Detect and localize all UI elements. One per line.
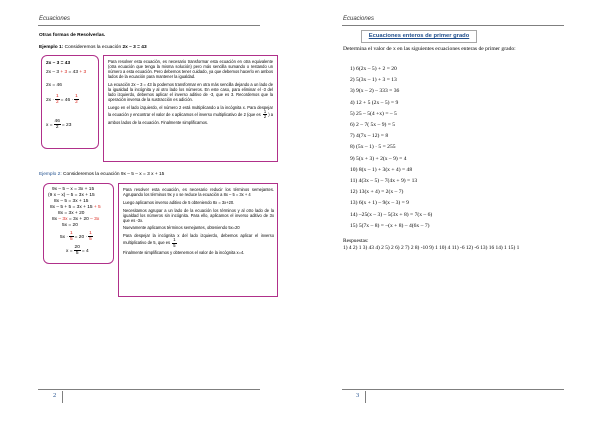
- example1-heading: [39, 45, 147, 50]
- ex2-step: 9x – 5 – x = 3x + 15: [52, 187, 95, 192]
- example1-label: Ejemplo 1:: [39, 45, 64, 50]
- explanation-paragraph: Para resolver esta ecuación, es necesario transformar esta ecuación en otra equivalente (otra ecuación que tenga la misma solución) pero más sencilla sumando o restando un número a esta ecuación. Pero debemos tener cuidado, ya que debemos hacerlo en ambos lados de la ecuación para mantener la igualdad.: [108, 59, 273, 80]
- example2-solution-box: [43, 183, 114, 264]
- page-number: 3: [356, 392, 360, 399]
- exercise-intro: Determina el valor de x en las siguientes ecuaciones enteras de primer grado:: [343, 46, 516, 52]
- explanation-paragraph: Necesitamos agrupar a un lado de la ecuación los términos y al otro lado de la igualdad los números sin incógnita. Para ello, aplicamos el inverso aditivo de 3x que es -3x.: [123, 207, 274, 223]
- exercise-item: 15) 5(7x – 8) = –(x + 8) – 4(6x – 7): [350, 222, 430, 229]
- section-title: Otras formas de Resolverlas.: [39, 33, 106, 38]
- answers-text: 1) 4 2) 1 3) 43 4) 2 5) 2 6) 2 7) 2 8) -10 9) 1 10) 4 11) -6 12) -6 13) 16 14) 1 15) 1: [343, 245, 520, 252]
- explanation-paragraph: Para resolver esta ecuación, es necesario reducir los términos semejantes. Agrupando los términos 9x y x se reduce la ecuación a 8x – 5 = 3x + 4: [123, 187, 274, 198]
- fraction: $\frac{1}{2}$: [56, 94, 59, 106]
- page-number: 2: [53, 392, 57, 399]
- exercise-item: 3) 9(x – 2) – 333 = 36: [350, 88, 400, 95]
- example2-statement: Consideremos la ecuación 9x – 5 – x = 3 x + 15: [63, 172, 165, 177]
- explanation-paragraph: Luego aplicamos inverso aditivo de 5 obteniendo 8x = 3x+20.: [123, 199, 235, 205]
- example1-explanation: [108, 59, 273, 127]
- fraction: $\frac{1}{2}$: [75, 94, 78, 106]
- ex1-step1: 2x – 3 = 43: [46, 61, 71, 66]
- fraction: $\frac{1}{5}$: [173, 237, 176, 248]
- explanation-paragraph: Para despejar la incógnita x del lado izquierdo, debemos aplicar el inverso multiplicativo de 5, que es $\frac{1}{5}$: [123, 233, 274, 248]
- exercise-item: 13) 6(x + 1) – 9(x – 3) = 9: [350, 200, 409, 207]
- example2-explanation: [123, 187, 274, 258]
- ex2-step: 5x = 20: [62, 223, 78, 228]
- fraction: $\frac{1}{5}$: [89, 231, 92, 243]
- exercise-item: 4) 12 + 5 (2x – 5) = 9: [350, 99, 399, 106]
- explanation-paragraph: Nuevamente aplicamos términos semejantes, obteniendo 5x=20: [123, 225, 240, 231]
- ex2-step: 8x – 5 = 3x + 15: [54, 199, 89, 204]
- exercise-title: Ecuaciones enteros de primer grado: [361, 30, 477, 43]
- ex1-step3: 2x = 46: [46, 83, 62, 88]
- exercise-item: 11) 4(3x – 5) – 7(4x + 9) = 13: [350, 178, 418, 185]
- fraction: $\frac{46}{2}$: [54, 119, 60, 131]
- answers-block: [343, 238, 563, 253]
- explanation-paragraph: Luego en el lado izquierdo, el número 2 está multiplicando a la incógnita x. Para despejar la ecuación y encontrar el valor de x aplicamos el inverso multiplicativo de 2 (que es $\frac{1}{2}$ ) a ambos lados de la ecuación. Finalmente simplificamos.: [108, 105, 273, 125]
- exercise-item: 5) 25 – 5(4 +x) = – 5: [350, 110, 397, 117]
- page-header: Ecuaciones: [343, 16, 375, 22]
- right-page: [300, 0, 600, 424]
- ex1-step4: 2x · $\frac{1}{2}$ = 46 · $\frac{1}{2}$: [46, 94, 78, 106]
- ex2-step: (9 x – x) – 5 = 3x + 15: [48, 193, 95, 198]
- ex1-step2: 2x – 3 + 3 = 43 + 3: [46, 70, 87, 75]
- example2-heading: [39, 172, 164, 177]
- exercise-item: 7) 4(7x – 12) = 8: [350, 133, 389, 140]
- example1-equation: 2x – 3 = 43: [122, 45, 147, 50]
- ex2-step: 8x – 3x = 3x + 20 – 3x: [52, 217, 100, 222]
- exercise-item: 8) (5x – 1) · 5 = 255: [350, 144, 396, 151]
- example1-explanation-box: [103, 55, 278, 162]
- example2-label: Ejemplo 2:: [39, 172, 62, 177]
- ex2-step: 8x – 5 + 5 = 3x + 15 + 5: [50, 205, 101, 210]
- exercise-list: [350, 64, 432, 232]
- fraction: $\frac{20}{5}$: [74, 245, 80, 257]
- fraction: $\frac{1}{5}$: [70, 231, 73, 243]
- example1-statement: Consideremos la ecuación: [64, 45, 122, 50]
- footer-rule: [38, 389, 260, 390]
- footer-divider: [62, 391, 63, 403]
- ex2-step: 8x = 3x + 20: [58, 211, 85, 216]
- explanation-paragraph: La ecuación 2x – 3 = 43 la podemos transformar en otra más sencilla dejando a un lado de la igualdad la incógnita y al otro lado los números. En este caso, para eliminar el -3 del lado izquierdo, debemos aplicar el inverso aditivo de -3, que es 3. Recordemos que la operación inversa de la sustracción es adición.: [108, 82, 273, 103]
- exercise-item: 1) 6(2x – 5) + 2 = 20: [350, 66, 397, 72]
- exercise-item: 9) 5(x + 3) + 2(x – 9) = 4: [350, 155, 407, 162]
- exercise-item: 12) 13(x + 4) = 2(x – 7): [350, 189, 404, 196]
- exercise-item: 2) 5(3x – 1) + 3 = 13: [350, 77, 397, 84]
- explanation-paragraph: Finalmente simplificamos y obtenemos el valor de la incógnita x=4.: [123, 250, 245, 256]
- footer-rule: [342, 389, 564, 390]
- ex2-step: 5x · $\frac{1}{5}$ = 20 · $\frac{1}{5}$: [60, 231, 92, 243]
- fraction: $\frac{1}{2}$: [263, 109, 267, 120]
- page-header: Ecuaciones: [39, 16, 71, 22]
- header-rule: [38, 25, 260, 26]
- footer-divider: [365, 391, 366, 403]
- answers-label: Respuestas:: [343, 238, 369, 244]
- example1-solution-box: [41, 55, 99, 149]
- ex2-step: x = $\frac{20}{5}$ = 4: [66, 245, 89, 257]
- exercise-item: 14) –25(x – 3) – 5(3x + 8) = 7(x – 6): [350, 211, 433, 218]
- example2-explanation-box: [118, 183, 278, 297]
- ex1-step5: x = $\frac{46}{2}$ = 23: [46, 119, 72, 131]
- exercise-item: 10) 8(x – 1) + 3(x + 4) = 48: [350, 166, 413, 173]
- header-rule: [342, 25, 564, 26]
- exercise-item: 6) 2 – 7( 5x – 9) = 5: [350, 122, 396, 129]
